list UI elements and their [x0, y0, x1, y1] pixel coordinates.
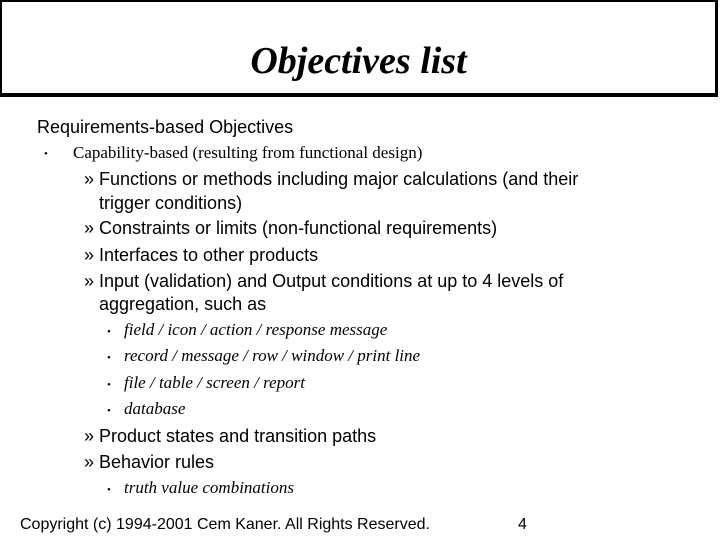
bullet-icon: •: [107, 326, 111, 338]
copyright-footer: Copyright (c) 1994-2001 Cem Kaner. All Rights Reserved.: [20, 516, 430, 533]
bullet-icon: •: [107, 379, 111, 391]
states-text: Product states and transition paths: [99, 426, 377, 446]
sub-item-text: field / icon / action / response message: [124, 320, 388, 339]
interfaces-text: Interfaces to other products: [99, 245, 319, 265]
sub-item-text: file / table / screen / report: [124, 373, 305, 392]
chevron-icon: »: [84, 245, 95, 265]
input-text: Input (validation) and Output conditions at up to 4 levels of: [99, 271, 564, 291]
capability-text: Capability-based (resulting from functional design): [73, 143, 423, 162]
slide-title: Objectives list: [250, 40, 467, 82]
bullet-icon: •: [107, 405, 111, 417]
functions-text: Functions or methods including major calculations (and their: [99, 169, 579, 189]
bullet-icon: •: [44, 148, 48, 160]
bullet-icon: •: [107, 352, 111, 364]
section-heading: Requirements-based Objectives: [37, 117, 294, 137]
chevron-icon: »: [84, 426, 95, 446]
chevron-icon: »: [84, 452, 95, 472]
behavior-text: Behavior rules: [99, 452, 215, 472]
title-box: [0, 0, 718, 97]
chevron-icon: »: [84, 169, 95, 189]
bullet-icon: •: [107, 484, 111, 496]
chevron-icon: »: [84, 271, 95, 291]
chevron-icon: »: [84, 218, 95, 238]
sub-item-text: record / message / row / window / print line: [124, 346, 421, 365]
page-number: 4: [518, 516, 527, 533]
constraints-text: Constraints or limits (non-functional requirements): [99, 218, 498, 238]
sub-item-text: database: [124, 399, 186, 418]
input-text-cont: aggregation, such as: [99, 294, 267, 314]
functions-text-cont: trigger conditions): [99, 193, 243, 213]
sub-item-text: truth value combinations: [124, 478, 294, 497]
